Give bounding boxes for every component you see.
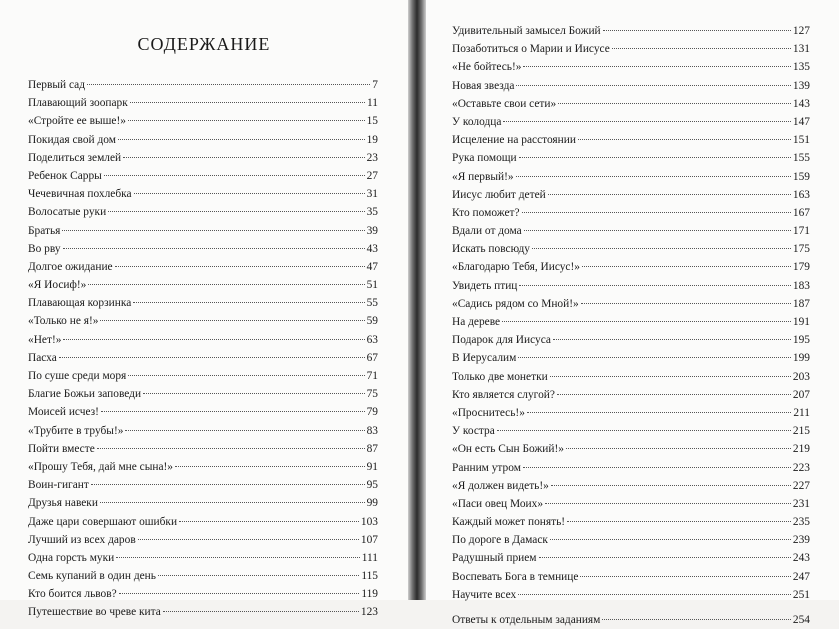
toc-entry-title: Ребенок Сарры [28,169,102,182]
dot-leader [91,484,365,485]
dot-leader [100,502,365,503]
dot-leader [503,121,790,122]
toc-entry-title: «Стройте ее выше!» [28,115,126,128]
right-page [426,0,839,626]
toc-entry [28,294,378,312]
toc-entry-page: 103 [360,515,378,528]
dot-leader [128,120,365,121]
toc-entry-title: «Я первый!» [452,170,514,183]
dot-leader [130,102,365,103]
toc-entry-title: Ранним утром [452,461,521,474]
dot-leader [519,157,791,158]
dot-leader [603,30,791,31]
dot-leader [524,230,791,231]
toc-entry [452,331,810,349]
dot-leader [612,48,791,49]
dot-leader [125,430,364,431]
toc-entry [452,40,810,58]
dot-leader [62,230,364,231]
toc-entry-page: 107 [360,533,378,546]
dot-leader [88,284,364,285]
toc-entry-page: 199 [792,352,810,365]
toc-entry-page: 99 [366,497,378,510]
dot-leader [518,357,791,358]
toc-entry [452,611,810,629]
toc-entry-page: 223 [792,461,810,474]
toc-entry-title: Позаботиться о Марии и Иисусе [452,43,610,56]
toc-entry-page: 7 [372,79,378,91]
dot-leader [143,393,365,394]
toc-entry [28,240,378,258]
toc-entry-page: 19 [366,133,378,146]
toc-entry [452,313,810,331]
toc-left-list [28,76,378,622]
dot-leader [118,139,365,140]
toc-entry [28,94,378,112]
toc-entry-page: 151 [792,134,810,147]
toc-entry-page: 203 [792,370,810,383]
toc-entry [452,222,810,240]
toc-entry [452,186,810,204]
toc-entry-title: По суше среди моря [28,370,127,382]
dot-leader [175,466,365,467]
dot-leader [557,394,791,395]
toc-entry [28,549,378,567]
toc-entry-page: 35 [366,206,378,219]
toc-entry-page: 139 [792,79,810,92]
toc-entry-page: 47 [366,260,378,273]
toc-entry-title: Братья [28,224,61,237]
toc-entry [28,112,378,130]
toc-entry-page: 87 [366,442,378,455]
toc-entry [452,258,810,276]
toc-entry-page: 111 [361,551,378,564]
dot-leader [578,139,791,140]
dot-leader [87,84,370,85]
toc-entry [452,149,810,167]
toc-entry-title: Удивительный замысел Божий [452,25,601,37]
toc-entry-title: «Только не я!» [28,315,99,328]
toc-entry [28,222,378,240]
dot-leader [527,412,791,413]
dot-leader [550,539,791,540]
toc-entry-title: Друзья навеки [28,497,98,510]
toc-entry-title: Благие Божьи заповеди [28,388,142,401]
toc-entry [28,476,378,494]
toc-entry-page: 39 [366,224,378,237]
toc-entry-page: 155 [792,152,810,165]
toc-entry [28,494,378,512]
toc-entry-title: Путешествие во чреве кита [28,606,161,619]
toc-entry-page: 59 [366,315,378,328]
dot-leader [119,593,360,594]
dot-leader [516,85,790,86]
toc-entry [452,349,810,367]
toc-entry-page: 79 [366,406,378,419]
dot-leader [100,320,364,321]
toc-entry [28,331,378,349]
toc-entry-title: Искать повсюду [452,243,531,256]
left-page [0,0,408,619]
dot-leader [519,285,791,286]
dot-leader [63,339,364,340]
dot-leader [551,485,791,486]
toc-entry-page: 127 [792,25,810,37]
toc-entry [452,168,810,186]
toc-entry-page: 31 [366,188,378,201]
toc-entry-page: 71 [366,370,378,382]
toc-entry-page: 167 [792,206,810,219]
toc-entry [28,367,378,385]
toc-entry [452,459,810,477]
toc-entry-title: Одна горсть муки [28,551,115,564]
toc-entry-page: 51 [366,279,378,292]
toc-entry [28,585,378,603]
toc-entry-page: 191 [792,316,810,328]
toc-entry [28,76,378,94]
toc-entry-title: Пойти вместе [28,442,95,455]
dot-leader [497,430,791,431]
toc-entry-title: Покидая свой дом [28,133,116,146]
toc-entry [28,458,378,476]
dot-leader [63,248,365,249]
toc-entry-title: Семь купаний в один день [28,570,156,583]
toc-entry-title: Иисус любит детей [452,188,546,201]
toc-entry-page: 91 [366,460,378,473]
toc-entry [28,203,378,221]
toc-entry-page: 207 [792,388,810,401]
toc-entry-page: 67 [366,351,378,364]
dot-leader [567,521,791,522]
dot-leader [179,521,359,522]
dot-leader [553,339,791,340]
toc-entry-title: «Трубите в трубы!» [28,424,124,437]
dot-leader [163,611,359,612]
toc-entry-page: 11 [367,97,378,110]
toc-entry [28,131,378,149]
toc-title: СОДЕРЖАНИЕ [137,34,271,54]
dot-leader [116,557,359,558]
toc-entry-page: 219 [792,443,810,456]
toc-entry [28,567,378,585]
dot-leader [115,266,365,267]
toc-entry-title: У костра [452,425,495,438]
toc-entry-page: 135 [792,61,810,74]
toc-entry-title: «Паси овец Моих» [452,497,544,510]
dot-leader [558,103,791,104]
dot-leader [581,303,791,304]
toc-entry-page: 75 [366,388,378,401]
toc-entry [28,403,378,421]
toc-entry-page: 215 [792,425,810,438]
toc-entry [28,422,378,440]
toc-entry-page: 235 [792,516,810,529]
toc-entry-page: 175 [792,243,810,256]
toc-entry-title: Только две монетки [452,370,548,383]
toc-entry-title: «Не бойтесь!» [452,61,522,74]
toc-entry-title: Новая звезда [452,79,515,92]
dot-leader [516,176,791,177]
toc-entry [452,113,810,131]
dot-leader [502,321,791,322]
toc-entry-page: 115 [361,570,378,583]
toc-entry [452,240,810,258]
dot-leader [101,411,365,412]
toc-entry-title: «Он есть Сын Божий!» [452,443,564,456]
toc-entry-page: 254 [792,614,810,626]
toc-entry-page: 179 [792,261,810,274]
toc-entry-page: 227 [792,479,810,492]
book-gutter [408,0,426,600]
dot-leader [548,194,791,195]
toc-entry-title: В Иерусалим [452,352,517,365]
toc-entry [452,131,810,149]
toc-entry [28,440,378,458]
toc-entry-page: 83 [366,424,378,437]
toc-entry-title: Плавающая корзинка [28,297,132,310]
toc-entry-title: На дереве [452,316,501,328]
toc-entry-title: Чечевичная похлебка [28,188,132,201]
toc-entry-title: Долгое ожидание [28,260,113,273]
toc-entry-page: 131 [792,43,810,56]
dot-leader [104,175,365,176]
toc-entry-page: 119 [361,588,378,601]
dot-leader [128,375,364,376]
toc-entry-page: 187 [792,297,810,310]
toc-entry-title: У колодца [452,115,502,128]
toc-entry-title: Увидеть птиц [452,279,518,292]
toc-entry-title: Кто боится львов? [28,588,117,601]
toc-entry [28,531,378,549]
toc-entry-page: 171 [792,225,810,238]
toc-entry [452,586,810,604]
toc-entry-title: «Прошу Тебя, дай мне сына!» [28,460,174,473]
toc-entry [452,386,810,404]
toc-entry-page: 163 [792,188,810,201]
toc-entry [452,77,810,95]
toc-entry-page: 95 [366,479,378,492]
toc-entry-title: «Оставьте свои сети» [452,97,557,110]
dot-leader [523,66,790,67]
toc-entry-title: Кто является слугой? [452,388,555,401]
toc-entry-title: Плавающий зоопарк [28,97,128,110]
toc-entry [28,167,378,185]
toc-entry-title: «Проснитесь!» [452,406,525,419]
toc-entry-page: 239 [792,534,810,547]
dot-leader [580,576,790,577]
toc-entry [452,568,810,586]
toc-entry-title: Волосатые руки [28,206,107,219]
toc-entry [28,603,378,621]
toc-entry-title: Лучший из всех даров [28,533,136,546]
toc-entry-title: «Я Иосиф!» [28,279,87,292]
toc-entry-title: «Благодарю Тебя, Иисус!» [452,261,580,274]
toc-entry [28,185,378,203]
toc-entry-title: Поделиться землей [28,151,122,164]
dot-leader [134,193,365,194]
toc-entry [452,549,810,567]
toc-entry-page: 43 [366,242,378,255]
toc-entry-page: 247 [792,570,810,583]
toc-entry-title: По дороге в Дамаск [452,534,548,547]
toc-entry-title: Научите всех [452,588,517,601]
dot-leader [550,376,791,377]
toc-entry [28,385,378,403]
toc-entry-title: Кто поможет? [452,206,520,219]
toc-entry [452,295,810,313]
toc-entry-page: 211 [793,406,810,419]
toc-entry [452,440,810,458]
dot-leader [539,557,791,558]
toc-entry-title: «Я должен видеть!» [452,479,549,492]
toc-entry-page: 243 [792,552,810,565]
toc-entry-page: 15 [366,115,378,128]
dot-leader [582,266,791,267]
dot-leader [108,211,364,212]
toc-right-list [452,22,810,629]
toc-entry [452,58,810,76]
toc-entry [28,149,378,167]
toc-entry-title: Воин-гигант [28,479,89,492]
toc-entry-page: 183 [792,279,810,292]
toc-entry-title: Рука помощи [452,152,517,165]
dot-leader [518,594,791,595]
toc-entry-page: 147 [792,115,810,128]
dot-leader [532,248,791,249]
toc-entry-title: Каждый может понять! [452,516,566,529]
toc-entry-title: Во рву [28,242,61,255]
toc-entry-title: «Садись рядом со Мной!» [452,297,579,310]
toc-entry-title: Исцеление на расстоянии [452,134,576,147]
toc-entry-page: 123 [360,606,378,619]
toc-entry-page: 231 [792,497,810,510]
toc-entry-title: Подарок для Иисуса [452,334,551,347]
toc-entry-title: Даже цари совершают ошибки [28,515,178,528]
toc-entry-title: Ответы к отдельным заданиям [452,614,601,626]
toc-entry-title: Моисей исчез! [28,406,99,419]
toc-entry [452,531,810,549]
toc-entry [452,204,810,222]
toc-entry-page: 55 [366,297,378,310]
toc-entry-page: 251 [792,588,810,601]
toc-entry [452,277,810,295]
toc-entry-title: Радушный прием [452,552,537,565]
dot-leader [97,448,365,449]
toc-entry [28,312,378,330]
dot-leader [566,448,791,449]
dot-leader [522,212,791,213]
dot-leader [602,619,791,620]
toc-entry [452,422,810,440]
toc-entry-title: Первый сад [28,79,85,91]
toc-entry [28,349,378,367]
toc-entry [452,95,810,113]
toc-entry [28,258,378,276]
dot-leader [133,302,364,303]
toc-entry-title: Воспевать Бога в темнице [452,570,579,583]
toc-entry [452,477,810,495]
dot-leader [158,575,359,576]
dot-leader [138,539,359,540]
dot-leader [523,467,791,468]
toc-entry-title: «Нет!» [28,333,62,346]
toc-entry [28,276,378,294]
toc-entry-page: 63 [366,333,378,346]
toc-entry [28,513,378,531]
toc-entry-page: 27 [366,169,378,182]
toc-entry [452,22,810,40]
toc-entry-page: 143 [792,97,810,110]
toc-entry-page: 23 [366,151,378,164]
toc-entry-title: Пасха [28,351,57,364]
toc-entry-page: 195 [792,334,810,347]
dot-leader [59,357,365,358]
dot-leader [123,157,364,158]
toc-entry [452,495,810,513]
toc-entry-title: Вдали от дома [452,225,522,238]
dot-leader [545,503,791,504]
toc-entry-page: 159 [792,170,810,183]
toc-entry [452,368,810,386]
toc-entry [452,404,810,422]
toc-entry [452,513,810,531]
